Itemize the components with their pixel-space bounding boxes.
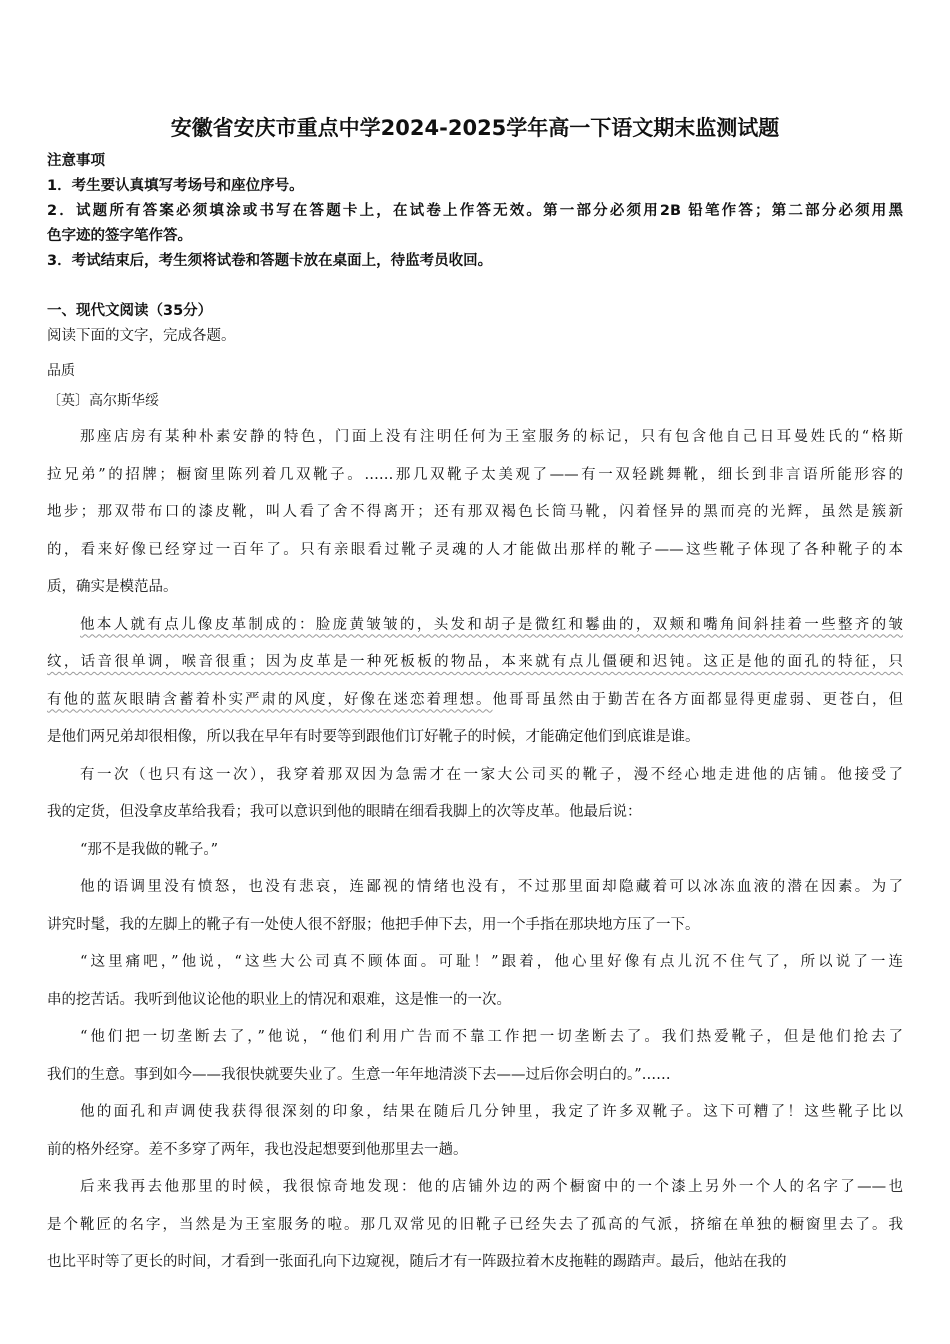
paragraph-line: 是他们两兄弟却很相像，所以我在早年有时要等到跟他们订好靴子的时候，才能确定他们到底谁是谁。: [47, 729, 700, 745]
underlined-text: 纹，话音很单调，喉音很重；因为皮革是一种死板板的物品，本来就有点儿僵硬和迟钝。这正是他的面孔的特征，只: [47, 654, 903, 670]
paragraph-line: 我的定货，但没拿皮革给我看；我可以意识到他的眼睛在细看我脚上的次等皮革。他最后说：: [47, 804, 642, 820]
paragraph-line: 那座店房有某种朴素安静的特色，门面上没有注明任何为王室服务的标记，只有包含他自己日耳曼姓氏的“格斯: [80, 429, 903, 445]
note-item: 色字迹的签字笔作答。: [47, 228, 192, 244]
section-heading: 一、现代文阅读（35分）: [47, 303, 213, 319]
paragraph: [47, 757, 903, 832]
underlined-text: 他本人就有点儿像皮革制成的：脸庞黄皱皱的，头发和胡子是微红和鬈曲的，双颊和嘴角间斜挂着一些整齐的皱: [80, 616, 903, 633]
paragraph-line: “这里痛吧，”他说，“这些大公司真不顾体面。可耻！”跟着，他心里好像有点儿沉不住气了，所以说了一连: [80, 954, 903, 970]
paragraph-line: “他们把一切垄断去了，”他说，“他们利用广告而不靠工作把一切垄断去了。我们热爱靴子，但是他们抢去了: [80, 1029, 903, 1045]
paragraph: [47, 419, 903, 607]
paragraph: [47, 607, 903, 757]
paragraph-line: 拉兄弟”的招牌；橱窗里陈列着几双靴子。……那几双靴子太美观了——有一双轻跳舞靴，细长到非言语所能形容的: [47, 466, 903, 483]
passage-body: [47, 419, 903, 1282]
paragraph-line: [47, 682, 903, 720]
note-item: 3．考试结束后，考生须将试卷和答题卡放在桌面上，待监考员收回。: [47, 253, 493, 269]
paragraph: [47, 1094, 903, 1169]
line-text: 他哥哥虽然由于勤苦在各方面都显得更虚弱、更苍白，但: [492, 691, 903, 708]
paragraph-line: 的，看来好像已经穿过一百年了。只有亲眼看过靴子灵魂的人才能做出那样的靴子——这些靴子体现了各种靴子的本: [47, 541, 903, 558]
paragraph-line: [47, 607, 903, 645]
paragraph: [47, 869, 903, 944]
note-item: 1．考生要认真填写考场号和座位序号。: [47, 178, 304, 194]
passage-author: 〔英〕高尔斯华绥: [47, 393, 159, 409]
note-item: 2．试题所有答案必须填涂或书写在答题卡上，在试卷上作答无效。第一部分必须用2B 铅笔作答；第二部分必须用黑: [47, 203, 903, 219]
paragraph-line: 我们的生意。事到如今——我很快就要失业了。生意一年年地清淡下去——过后你会明白的。”……: [47, 1066, 671, 1083]
paragraph-line: 讲究时髦，我的左脚上的靴子有一处使人很不舒服；他把手伸下去，用一个手指在那块地方压了一下。: [47, 916, 700, 933]
paragraph: [47, 1019, 903, 1094]
paragraph: [47, 944, 903, 1019]
paragraph-line: 地步；那双带布口的漆皮靴，叫人看了舍不得离开；还有那双褐色长筒马靴，闪着怪异的黑而亮的光辉，虽然是簇新: [47, 504, 903, 520]
exam-title: 安徽省安庆市重点中学2024-2025学年高一下语文期末监测试题: [170, 116, 780, 140]
paragraph-line: 前的格外经穿。差不多穿了两年，我也没起想要到他那里去一趟。: [47, 1141, 468, 1158]
section-instruction: 阅读下面的文字，完成各题。: [47, 328, 236, 344]
paragraph-line: 他的面孔和声调使我获得很深刻的印象，结果在随后几分钟里，我定了许多双靴子。这下可糟了！这些靴子比以: [80, 1104, 903, 1120]
paragraph-line: 后来我再去他那里的时候，我很惊奇地发现：他的店铺外边的两个橱窗中的一个漆上另外一个人的名字了——也: [80, 1179, 903, 1195]
paragraph-line: [47, 644, 903, 682]
paragraph: [47, 1169, 903, 1282]
paragraph-line: 有一次（也只有这一次），我穿着那双因为急需才在一家大公司买的靴子，漫不经心地走进他的店铺。他接受了: [80, 766, 903, 783]
paragraph-line: 是个靴匠的名字，当然是为王室服务的啦。那几双常见的旧靴子已经失去了孤高的气派，挤缩在单独的橱窗里去了。我: [47, 1216, 903, 1233]
notes-heading: 注意事项: [47, 153, 105, 169]
paragraph-line: 串的挖苦话。我听到他议论他的职业上的情况和艰难，这是惟一的一次。: [47, 991, 511, 1008]
paragraph-line: 他的语调里没有愤怒，也没有悲哀，连鄙视的情绪也没有，不过那里面却隐藏着可以冰冻血液的潜在因素。为了: [80, 879, 903, 895]
passage-title: 品质: [47, 363, 75, 379]
paragraph: [47, 832, 903, 870]
paragraph-line: 也比平时等了更长的时间，才看到一张面孔向下边窥视，随后才有一阵趿拉着木皮拖鞋的踢踏声。最后，他站在我的: [47, 1254, 787, 1270]
underlined-text: 有他的蓝灰眼睛含蓄着朴实严肃的风度，好像在迷恋着理想。: [47, 691, 493, 708]
paragraph-line: 质，确实是模范品。: [47, 579, 178, 595]
notes-section: [47, 149, 903, 274]
paragraph-line: “那不是我做的靴子。”: [80, 841, 219, 858]
